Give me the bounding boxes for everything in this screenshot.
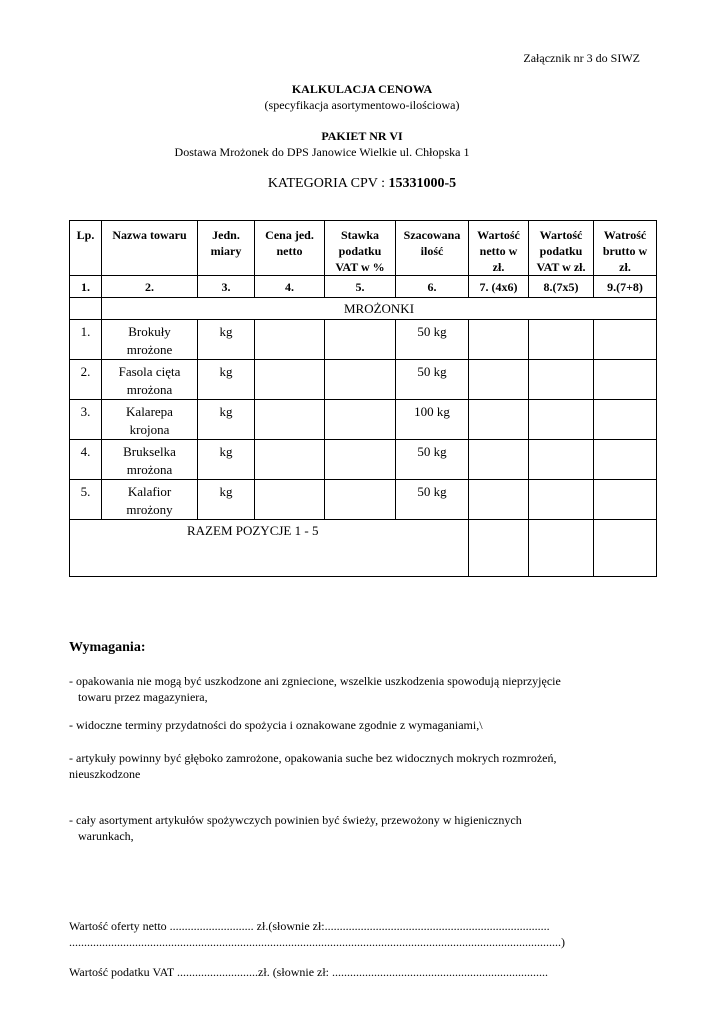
row-lp: 4. xyxy=(70,440,102,480)
row-vat-value xyxy=(529,440,594,480)
row-vat-rate xyxy=(325,480,396,520)
row-net-value xyxy=(469,480,529,520)
col-number: 1. xyxy=(70,276,102,298)
row-product-name: Brokuły mrożone xyxy=(102,320,198,360)
col-number: 8.(7x5) xyxy=(529,276,594,298)
requirement-item: - opakowania nie mogą być uszkodzone ani zgniecione, wszelkie uszkodzenia spowodują nieprzyjęcie xyxy=(69,674,561,688)
row-unit: kg xyxy=(198,360,255,400)
row-vat-rate xyxy=(325,400,396,440)
table-row xyxy=(70,320,657,360)
row-vat-value xyxy=(529,480,594,520)
col-header-vat-rate: Stawka podatku VAT w % xyxy=(325,221,396,276)
document-subtitle: (specyfikacja asortymentowo-ilościowa) xyxy=(264,98,460,112)
net-offer-value-line: Wartość oferty netto ............................ zł.(słownie zł:........................................................................... xyxy=(69,919,550,933)
total-gross-value xyxy=(594,520,657,577)
col-number: 3. xyxy=(198,276,255,298)
table-header-row xyxy=(70,221,657,276)
requirement-item: - cały asortyment artykułów spożywczych powinien być świeży, przewożony w higienicznych xyxy=(69,813,522,827)
row-lp: 5. xyxy=(70,480,102,520)
row-product-name: Fasola cięta mrożona xyxy=(102,360,198,400)
section-title: MROŻONKI xyxy=(102,298,657,320)
col-number: 4. xyxy=(255,276,325,298)
row-quantity: 50 kg xyxy=(396,360,469,400)
row-unit-price xyxy=(255,360,325,400)
row-net-value xyxy=(469,360,529,400)
row-net-value xyxy=(469,320,529,360)
requirement-item-continuation: towaru przez magazyniera, xyxy=(78,690,208,704)
requirements-title: Wymagania: xyxy=(69,640,146,655)
column-number-row xyxy=(70,276,657,298)
requirement-item-continuation: nieuszkodzone xyxy=(69,767,141,781)
cpv-code: 15331000-5 xyxy=(388,176,457,191)
row-lp: 3. xyxy=(70,400,102,440)
table-row xyxy=(70,480,657,520)
annex-label: Załącznik nr 3 do SIWZ xyxy=(523,51,640,65)
total-net-value xyxy=(469,520,529,577)
row-gross-value xyxy=(594,400,657,440)
row-vat-value xyxy=(529,320,594,360)
row-vat-rate xyxy=(325,320,396,360)
col-header-quantity: Szacowana ilość xyxy=(396,221,469,276)
row-quantity: 50 kg xyxy=(396,480,469,520)
col-header-lp: Lp. xyxy=(70,221,102,276)
delivery-line: Dostawa Mrożonek do DPS Janowice Wielkie ul. Chłopska 1 xyxy=(174,145,470,159)
cpv-category xyxy=(0,176,724,192)
col-number: 6. xyxy=(396,276,469,298)
row-lp: 2. xyxy=(70,360,102,400)
row-unit: kg xyxy=(198,400,255,440)
total-vat-value xyxy=(529,520,594,577)
requirement-item-continuation: warunkach, xyxy=(78,829,134,843)
col-header-net-value: Wartość netto w zł. xyxy=(469,221,529,276)
section-row xyxy=(70,298,657,320)
row-unit-price xyxy=(255,480,325,520)
col-header-product-name: Nazwa towaru xyxy=(102,221,198,276)
cpv-label: KATEGORIA CPV : xyxy=(267,176,389,191)
row-product-name: Brukselka mrożona xyxy=(102,440,198,480)
row-product-name: Kalarepa krojona xyxy=(102,400,198,440)
col-number: 2. xyxy=(102,276,198,298)
row-vat-value xyxy=(529,400,594,440)
row-product-name: Kalafior mrożony xyxy=(102,480,198,520)
row-lp: 1. xyxy=(70,320,102,360)
vat-value-line: Wartość podatku VAT ...........................zł. (słownie zł: ........................................................................ xyxy=(69,965,549,979)
row-unit-price xyxy=(255,400,325,440)
row-unit: kg xyxy=(198,480,255,520)
row-unit: kg xyxy=(198,440,255,480)
row-net-value xyxy=(469,400,529,440)
row-unit-price xyxy=(255,440,325,480)
row-gross-value xyxy=(594,480,657,520)
col-header-unit: Jedn. miary xyxy=(198,221,255,276)
row-unit-price xyxy=(255,320,325,360)
row-quantity: 100 kg xyxy=(396,400,469,440)
price-calculation-table xyxy=(69,220,657,577)
row-gross-value xyxy=(594,320,657,360)
total-row xyxy=(70,520,657,577)
requirement-item: - widoczne terminy przydatności do spożycia i oznakowane zgodnie z wymaganiami,\ xyxy=(69,718,483,732)
requirement-item: - artykuły powinny być głęboko zamrożone, opakowania suche bez widocznych mokrych rozmrożeń, xyxy=(69,751,557,765)
net-offer-words-line: ....................................................................................................................................................................) xyxy=(69,935,565,949)
col-header-gross-value: Watrość brutto w zł. xyxy=(594,221,657,276)
package-title: PAKIET NR VI xyxy=(321,129,403,143)
table-row xyxy=(70,360,657,400)
row-quantity: 50 kg xyxy=(396,320,469,360)
row-gross-value xyxy=(594,440,657,480)
row-gross-value xyxy=(594,360,657,400)
table-row xyxy=(70,400,657,440)
row-quantity: 50 kg xyxy=(396,440,469,480)
col-number: 9.(7+8) xyxy=(594,276,657,298)
document-title: KALKULACJA CENOWA xyxy=(291,82,433,96)
total-label: RAZEM POZYCJE 1 - 5 xyxy=(70,520,469,577)
row-vat-rate xyxy=(325,440,396,480)
section-spacer xyxy=(70,298,102,320)
col-number: 7. (4x6) xyxy=(469,276,529,298)
col-header-vat-value: Wartość podatku VAT w zł. xyxy=(529,221,594,276)
col-number: 5. xyxy=(325,276,396,298)
row-vat-value xyxy=(529,360,594,400)
row-net-value xyxy=(469,440,529,480)
col-header-unit-price: Cena jed. netto xyxy=(255,221,325,276)
table-row xyxy=(70,440,657,480)
row-vat-rate xyxy=(325,360,396,400)
row-unit: kg xyxy=(198,320,255,360)
